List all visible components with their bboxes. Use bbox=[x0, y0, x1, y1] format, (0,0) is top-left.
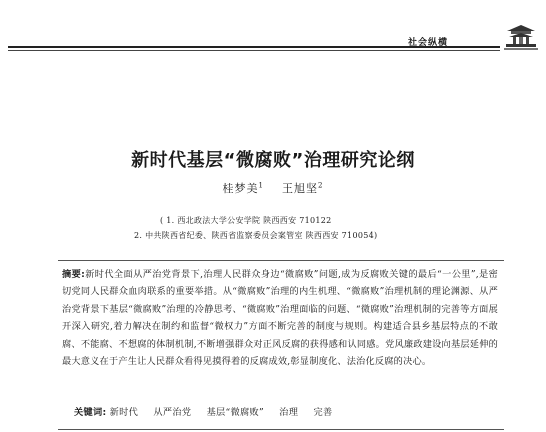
keyword: 基层“微腐败” bbox=[206, 407, 264, 418]
pavilion-icon bbox=[504, 22, 538, 52]
abstract-bottom-rule bbox=[58, 429, 504, 430]
section-label: 社会纵横 bbox=[407, 38, 448, 48]
keyword: 治理 bbox=[279, 407, 299, 418]
abstract-text: 新时代全面从严治党背景下,治理人民群众身边“微腐败”问题,成为反腐败关键的最后“一公里”,是密切党同人民群众血肉联系的重要举措。从“微腐败”治理的内生机理、“微腐败”治理机制的理论渊源、从严治党背景下基层“微腐败”治理的冷静思考、“微腐败”治理面临的问题、“微腐败”治理机制的完善等方面展开深入研究,着力解决在制约和监督“微权力”方面不断完善的制度与规则。构建适合县乡基层特点的不敢腐、不能腐、不想腐的体制机制,不断增强群众对正风反腐的获得感和认同感。党风廉政建设向基层延伸的最大意义在于产生让人民群众看得见摸得着的反腐成效,彰显制度化、法治化反腐的决心。 bbox=[62, 269, 498, 368]
author-name: 王旭坚 bbox=[282, 182, 318, 195]
author-affiliation-mark: 1 bbox=[258, 181, 264, 190]
keywords bbox=[74, 404, 344, 418]
abstract bbox=[62, 266, 498, 370]
header-rule-thin bbox=[8, 50, 500, 51]
keyword: 新时代 bbox=[109, 407, 139, 418]
author-affiliation-mark: 2 bbox=[318, 181, 324, 190]
abstract-label: 摘要: bbox=[62, 269, 86, 280]
affiliation: ( 1. 西北政法大学公安学院 陕西西安 710122 bbox=[160, 216, 332, 225]
keyword: 完善 bbox=[313, 407, 333, 418]
keywords-label: 关键词: bbox=[74, 407, 107, 418]
affiliation: 2. 中共陕西省纪委、陕西省监察委员会案管室 陕西西安 710054) bbox=[134, 231, 378, 240]
author-name: 桂梦美 bbox=[222, 182, 259, 195]
keyword: 从严治党 bbox=[153, 407, 192, 418]
author-line bbox=[0, 180, 546, 196]
abstract-top-rule bbox=[58, 260, 504, 261]
article-title: 新时代基层“微腐败”治理研究论纲 bbox=[131, 150, 415, 171]
